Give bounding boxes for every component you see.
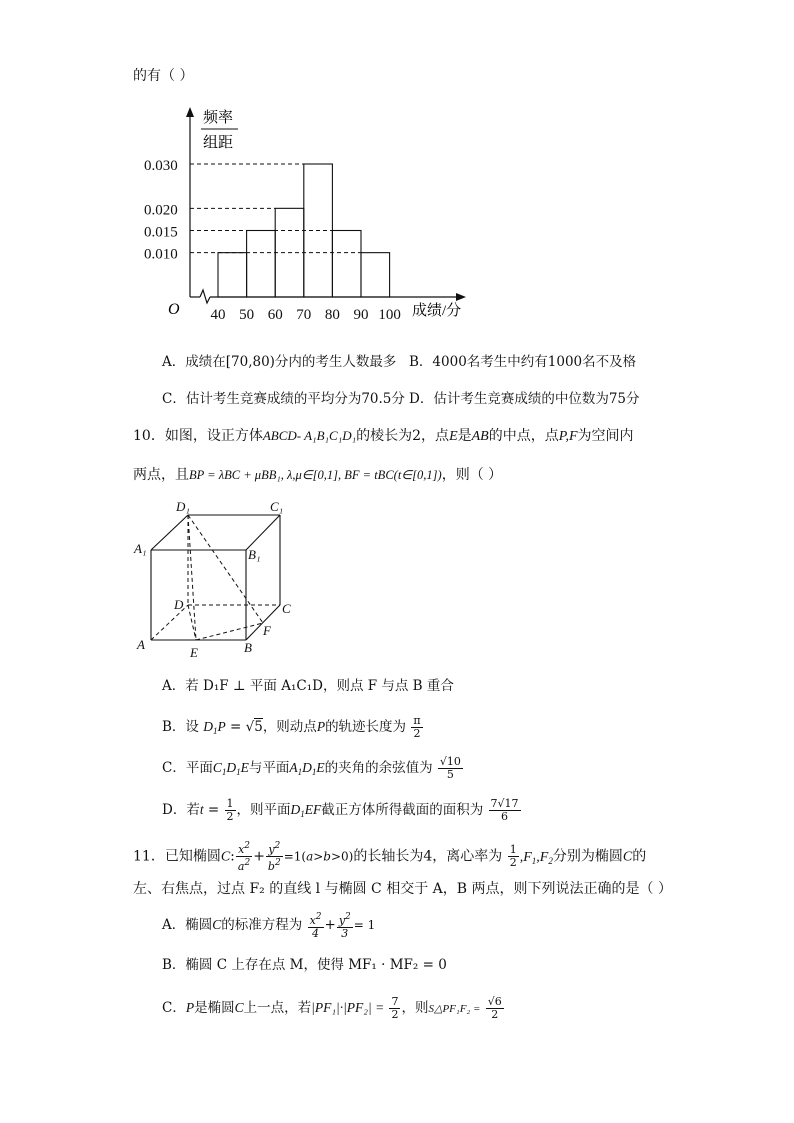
y-tick-0.030: 0.030 [144, 158, 178, 174]
origin-label: O [168, 301, 180, 318]
x-tick-50: 50 [239, 307, 255, 323]
x-tick-100: 100 [378, 307, 401, 323]
histogram-bar-40-50 [218, 253, 247, 297]
x-axis-label: 成绩/分 [412, 303, 462, 319]
q9-option-a: A．成绩在[70,80)分内的考生人数最多 [162, 354, 397, 370]
label-c: C [282, 601, 291, 616]
x-tick-60: 60 [267, 307, 283, 323]
q9-option-d: D．估计考生竞赛成绩的中位数为75分 [409, 391, 640, 407]
y-axis-label-bottom: 组距 [203, 135, 234, 151]
label-b1: B₁ [248, 547, 261, 562]
y-axis-arrow [186, 107, 194, 117]
x-tick-80: 80 [324, 307, 340, 323]
q10-option-b: B．设 $D_1P = √5$，则动点P的轨迹长度为 $\frac{\pi}{2}$ [162, 714, 421, 740]
histogram-bar-80-90 [332, 231, 361, 298]
intro-tail: 的有（ ） [133, 68, 194, 84]
label-d: D [174, 597, 184, 612]
histogram-bar-90-100 [361, 253, 390, 297]
q10-option-c: C．平面$C_1D_1E$与平面$A_1D_1E$的夹角的余弦值为 $\frac{√10}{5}$ [162, 755, 461, 781]
q9-option-c: C．估计考生竞赛成绩的平均分为70.5分 [162, 391, 405, 407]
q11-option-a: A．椭圆C的标准方程为 $\frac{x^2}{4}$ + $\frac{y^2}{3}$ = 1 [162, 912, 376, 940]
y-tick-0.015: 0.015 [144, 224, 178, 241]
label-d1: D₁ [176, 499, 190, 514]
label-c1: C₁ [270, 499, 284, 514]
label-a: A [137, 637, 145, 652]
label-e: E [190, 645, 198, 660]
label-b: B [244, 640, 252, 655]
q11-stem-line2: 左、右焦点，过点 F₂ 的直线 l 与椭圆 C 相交于 A，B 两点，则下列说法正确的是（ ） [133, 881, 672, 897]
y-tick-0.010: 0.010 [144, 246, 178, 263]
q9-option-b: B．4000名考生中约有1000名不及格 [409, 354, 637, 370]
q11-option-c: C．P是椭圆C上一点，若|PF₁|·|PF₂| = $\frac{7}{2}$ ，则S△PF₁F₂ = $\frac{√6}{2}$ [162, 995, 502, 1021]
x-tick-90: 90 [353, 307, 369, 323]
y-tick-0.020: 0.020 [144, 202, 178, 219]
x-tick-40: 40 [210, 307, 226, 323]
q11-stem-line1: 11．已知椭圆C: $\frac{x^2}{a^2}$ + $\frac{y^2}{b^2}$ =1(a>b>0)的长轴长为4，离心率为 $\frac{1}{2}$ $,F_1,F_2$分别为椭圆C的 [133, 841, 647, 873]
q10-stem-line2: 两点，且BP = λBC + μBB₁, λ,μ∈[0,1], BF = tBC(t∈[0,1])，则（ ） [133, 467, 503, 483]
x-axis-arrow [456, 293, 466, 301]
y-axis-label-top: 频率 [203, 110, 234, 126]
q11-option-b: B．椭圆 C 上存在点 M，使得 MF₁ · MF₂ = 0 [162, 957, 447, 973]
histogram-bar-50-60 [247, 231, 276, 298]
cube-figure [130, 495, 300, 665]
x-tick-70: 70 [296, 307, 312, 323]
q10-option-a: A．若 D₁F ⊥ 平面 A₁C₁D，则点 F 与点 B 重合 [162, 678, 454, 694]
axis-break-mark [200, 290, 210, 303]
label-f: F [263, 623, 271, 638]
q10-option-d: D．若t = $\frac{1}{2}$ ，则平面$D_1EF$截正方体所得截面的面积为 $\frac{7√17}{6}$ [162, 797, 519, 823]
q10-stem-line1: 10．如图，设正方体ABCD- A₁B₁C₁D₁的棱长为2，点E是AB的中点，点P,F为空间内 [133, 428, 634, 444]
label-a1: A₁ [134, 541, 147, 556]
